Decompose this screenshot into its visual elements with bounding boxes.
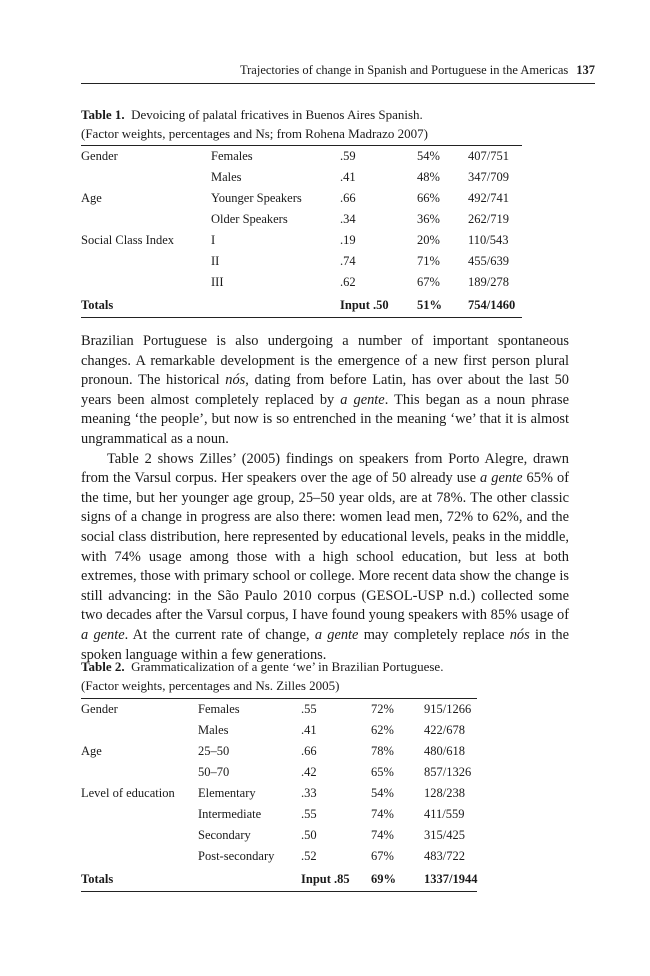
totals-row [81, 293, 522, 318]
table-row [81, 762, 477, 783]
table-cell: 50–70 [198, 765, 230, 779]
table-cell: 20% [417, 233, 440, 247]
table-cell: .66 [340, 191, 356, 205]
table-cell: 51% [417, 293, 468, 318]
text-run: in the spoken language within a few generations. [81, 626, 569, 663]
page-number: 137 [576, 63, 595, 77]
table-cell [81, 720, 198, 741]
table-cell: Post-secondary [198, 849, 275, 863]
table-row [81, 272, 522, 293]
table-cell: 189/278 [468, 275, 509, 289]
table-cell: 54% [417, 146, 468, 168]
table-cell: .59 [340, 146, 417, 168]
table-cell [81, 251, 211, 272]
table-row [81, 699, 477, 721]
table-cell: 74% [371, 828, 394, 842]
table1 [81, 145, 522, 318]
table-cell: Input .85 [301, 867, 371, 892]
table-cell: 69% [371, 867, 424, 892]
table2-label: Table 2. [81, 659, 125, 674]
text-run: . This began as a noun phrase meaning ‘the people’, but now is so entrenched in the meaning ‘we’ that it is almost ungrammatical as a noun. [81, 391, 569, 447]
table2-caption [81, 657, 443, 695]
totals-row [81, 867, 477, 892]
table-cell [81, 272, 211, 293]
table-cell: Gender [81, 699, 198, 721]
text-run: 65% of the time, but her younger age group, 25–50 year olds, are at 78%. The other classic signs of a change in progress are also there: women lead men, 72% to 62%, and the social class distribution, here represented by educational levels, peaks in the middle, with 74% usage among those with a high school education, but less at both extremes, those with primary school or college. More recent data show the change is still advancing: in the São Paulo 2010 corpus (GESOL-USP n.d.) collected some two decades after the Varsul corpus, I have found young speakers with 85% usage of [81, 470, 569, 624]
table-cell: .19 [340, 233, 356, 247]
body-text [81, 332, 569, 665]
table-cell [81, 825, 198, 846]
table-cell: 411/559 [424, 807, 465, 821]
table-cell: Input .50 [340, 293, 417, 318]
table-cell: 72% [371, 699, 424, 721]
table-cell [81, 804, 198, 825]
table-cell: 347/709 [468, 170, 509, 184]
table-cell: 71% [417, 254, 440, 268]
table-cell: Age [81, 744, 102, 758]
italic-term: nós [509, 626, 530, 643]
table-cell: 67% [417, 275, 440, 289]
table-cell: 65% [371, 765, 394, 779]
table1-title: Devoicing of palatal fricatives in Buenos Aires Spanish. [131, 107, 423, 122]
running-head-title: Trajectories of change in Spanish and Portuguese in the Americas [239, 63, 569, 77]
table-cell: Gender [81, 146, 211, 168]
table-cell: Females [211, 146, 340, 168]
table-cell: 78% [371, 744, 394, 758]
table-row [81, 209, 522, 230]
table-cell: 915/1266 [424, 699, 477, 721]
paragraph-2 [81, 450, 569, 666]
table-cell: 1337/1944 [424, 867, 477, 892]
table-row [81, 167, 522, 188]
table-cell: 492/741 [468, 191, 509, 205]
table-row [81, 825, 477, 846]
table-cell: 455/639 [468, 254, 509, 268]
table-row [81, 146, 522, 168]
text-run: . At the current rate of change, [124, 626, 315, 643]
table-row [81, 741, 477, 762]
table-row [81, 251, 522, 272]
table1-subtitle: (Factor weights, percentages and Ns; from Rohena Madrazo 2007) [81, 126, 428, 141]
table-cell: Elementary [198, 786, 256, 800]
table-cell: .52 [301, 849, 317, 863]
table-cell: .41 [301, 723, 317, 737]
table-cell: Totals [81, 293, 211, 318]
text-run: Brazilian Portuguese is also undergoing a number of important spontaneous changes. A remarkable development is the emergence of a new first person plural pronoun. The historical [81, 333, 569, 389]
table-cell: 110/543 [468, 233, 509, 247]
table-cell: 36% [417, 212, 440, 226]
table1-caption [81, 105, 428, 143]
paragraph-1 [81, 332, 569, 450]
italic-term: a gente [480, 470, 523, 487]
table-cell: Secondary [198, 828, 251, 842]
table-cell: Males [198, 723, 229, 737]
text-run: Table 2 shows Zilles’ (2005) findings on speakers from Porto Alegre, drawn from the Varsul corpus. Her speakers over the age of 50 already use [81, 450, 569, 487]
table-cell: Level of education [81, 786, 175, 800]
table-cell: 857/1326 [424, 765, 472, 779]
table-cell: .33 [301, 786, 317, 800]
table-cell: III [211, 275, 224, 289]
table-cell: 483/722 [424, 849, 465, 863]
text-run: , dating from before Latin, has over about the last 50 years been almost completely replaced by [81, 372, 569, 408]
table-cell [81, 846, 198, 867]
table-cell: 407/751 [468, 146, 522, 168]
table-row [81, 846, 477, 867]
table-cell: 128/238 [424, 786, 465, 800]
table1-label: Table 1. [81, 107, 125, 122]
table-cell: 315/425 [424, 828, 465, 842]
running-head [81, 63, 595, 84]
table-cell: Females [198, 699, 301, 721]
table-cell: .66 [301, 744, 317, 758]
table-cell: 66% [417, 191, 440, 205]
table-cell: .50 [301, 828, 317, 842]
table2 [81, 698, 477, 892]
table-cell: 262/719 [468, 212, 509, 226]
table-cell: Social Class Index [81, 233, 175, 247]
table-cell [211, 293, 340, 318]
table-cell: 62% [371, 723, 394, 737]
table-cell: 67% [371, 849, 394, 863]
table-cell: 74% [371, 807, 394, 821]
table-cell: 54% [371, 786, 394, 800]
table-cell: II [211, 254, 220, 268]
table-cell: 480/618 [424, 744, 465, 758]
table-row [81, 720, 477, 741]
table-cell: Age [81, 191, 102, 205]
table-cell: Intermediate [198, 807, 262, 821]
table-cell: .34 [340, 212, 356, 226]
table-row [81, 188, 522, 209]
table-cell [198, 867, 301, 892]
table-row [81, 230, 522, 251]
table-cell: Males [211, 170, 242, 184]
table-cell: .41 [340, 170, 356, 184]
table-cell: .42 [301, 765, 317, 779]
italic-term: a gente [81, 626, 125, 643]
table-cell [81, 209, 211, 230]
table-cell: .55 [301, 807, 317, 821]
italic-term: nós [225, 372, 246, 389]
table-cell: 422/678 [424, 723, 465, 737]
table-row [81, 783, 477, 804]
italic-term: a gente [340, 391, 385, 408]
table2-subtitle: (Factor weights, percentages and Ns. Zilles 2005) [81, 678, 340, 693]
table-cell: .62 [340, 275, 356, 289]
table-cell: I [211, 233, 216, 247]
table2-title: Grammaticalization of a gente ‘we’ in Brazilian Portuguese. [131, 659, 444, 674]
table-cell: 48% [417, 170, 440, 184]
table-cell [81, 762, 198, 783]
table-cell [81, 167, 211, 188]
table-cell: Older Speakers [211, 212, 288, 226]
table-cell: 25–50 [198, 744, 230, 758]
table-cell: Younger Speakers [211, 191, 302, 205]
text-run: may completely replace [358, 626, 510, 643]
table-cell: Totals [81, 867, 198, 892]
table-row [81, 804, 477, 825]
table-cell: .74 [340, 254, 356, 268]
table-cell: 754/1460 [468, 293, 522, 318]
italic-term: a gente [314, 626, 359, 643]
table-cell: .55 [301, 699, 371, 721]
